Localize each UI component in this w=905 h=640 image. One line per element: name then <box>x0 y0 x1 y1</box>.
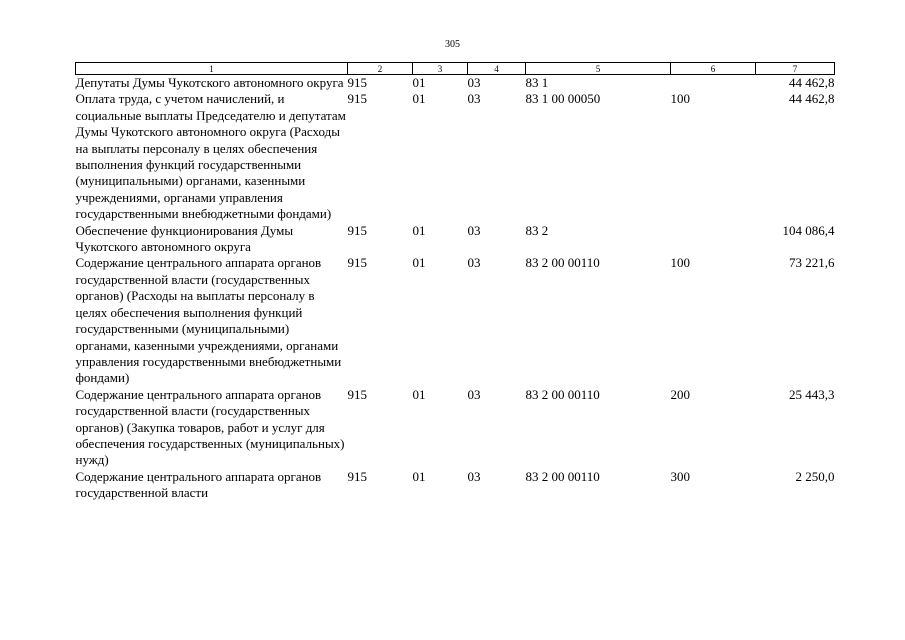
amount: 44 462,8 <box>789 75 835 90</box>
amount: 104 086,4 <box>782 222 835 238</box>
expense-name: Депутаты Думы Чукотского автономного округа <box>75 75 344 90</box>
grbs-code: 915 <box>347 255 367 271</box>
amount: 73 221,6 <box>789 255 835 271</box>
column-header: 5 <box>526 63 671 75</box>
page-number: 305 <box>445 39 460 50</box>
section-code: 01 <box>412 255 426 271</box>
subsection-code: 03 <box>467 75 481 90</box>
grbs-code: 915 <box>347 91 367 107</box>
table-row <box>76 223 835 256</box>
column-header: 1 <box>76 63 348 75</box>
subsection-code: 03 <box>467 386 481 402</box>
expense-type-code <box>671 75 756 92</box>
table-row <box>76 469 835 502</box>
grbs-code: 915 <box>347 222 367 238</box>
expense-name: Содержание центрального аппарата органов государственной власти (государственных органов) (Расходы на выплаты персоналу в целях обеспечения выполнения функций государственными (муниципальными) органами, казенными учреждениями, органами управления государственными внебюджетными фондами) <box>75 255 342 386</box>
section-code: 01 <box>412 222 426 238</box>
amount: 25 443,3 <box>789 386 835 402</box>
section-code: 01 <box>412 468 426 484</box>
target-article-code: 83 1 <box>525 75 549 90</box>
table-row <box>76 91 835 222</box>
column-header: 2 <box>348 63 413 75</box>
target-article-code: 83 2 00 00110 <box>525 468 600 484</box>
expense-type-code: 100 <box>670 91 690 107</box>
subsection-code: 03 <box>467 468 481 484</box>
section-code: 01 <box>412 386 426 402</box>
column-header: 3 <box>413 63 468 75</box>
expense-name: Содержание центрального аппарата органов государственной власти (государственных органов) (Закупка товаров, работ и услуг для обеспечения государственных (муниципальных) нужд) <box>75 386 345 468</box>
amount: 2 250,0 <box>795 468 835 484</box>
budget-table <box>75 62 835 502</box>
grbs-code: 915 <box>347 386 367 402</box>
target-article-code: 83 2 <box>525 222 549 238</box>
subsection-code: 03 <box>467 222 481 238</box>
table-row <box>76 255 835 386</box>
expense-name: Оплата труда, с учетом начислений, и социальные выплаты Председателю и депутатам Думы Чукотского автономного округа (Расходы на выплаты персоналу в целях обеспечения выполнения функций государственными (муниципальными) органами, казенными учреждениями, органами управления государственными внебюджетными фондами) <box>75 91 346 222</box>
column-header: 7 <box>756 63 835 75</box>
column-number-row <box>76 63 835 75</box>
subsection-code: 03 <box>467 255 481 271</box>
target-article-code: 83 2 00 00110 <box>525 386 600 402</box>
expense-type-code: 300 <box>670 468 690 484</box>
expense-name: Содержание центрального аппарата органов государственной власти <box>75 468 322 501</box>
column-header: 4 <box>468 63 526 75</box>
target-article-code: 83 2 00 00110 <box>525 255 600 271</box>
grbs-code: 915 <box>347 468 367 484</box>
grbs-code: 915 <box>347 75 367 90</box>
table-row <box>76 75 835 92</box>
expense-type-code: 200 <box>670 386 690 402</box>
expense-name: Обеспечение функционирования Думы Чукотского автономного округа <box>75 222 294 255</box>
target-article-code: 83 1 00 00050 <box>525 91 601 107</box>
section-code: 01 <box>412 91 426 107</box>
column-header: 6 <box>671 63 756 75</box>
section-code: 01 <box>412 75 426 90</box>
expense-type-code <box>671 223 756 256</box>
expense-type-code: 100 <box>670 255 690 271</box>
amount: 44 462,8 <box>789 91 835 107</box>
subsection-code: 03 <box>467 91 481 107</box>
table-row <box>76 387 835 469</box>
